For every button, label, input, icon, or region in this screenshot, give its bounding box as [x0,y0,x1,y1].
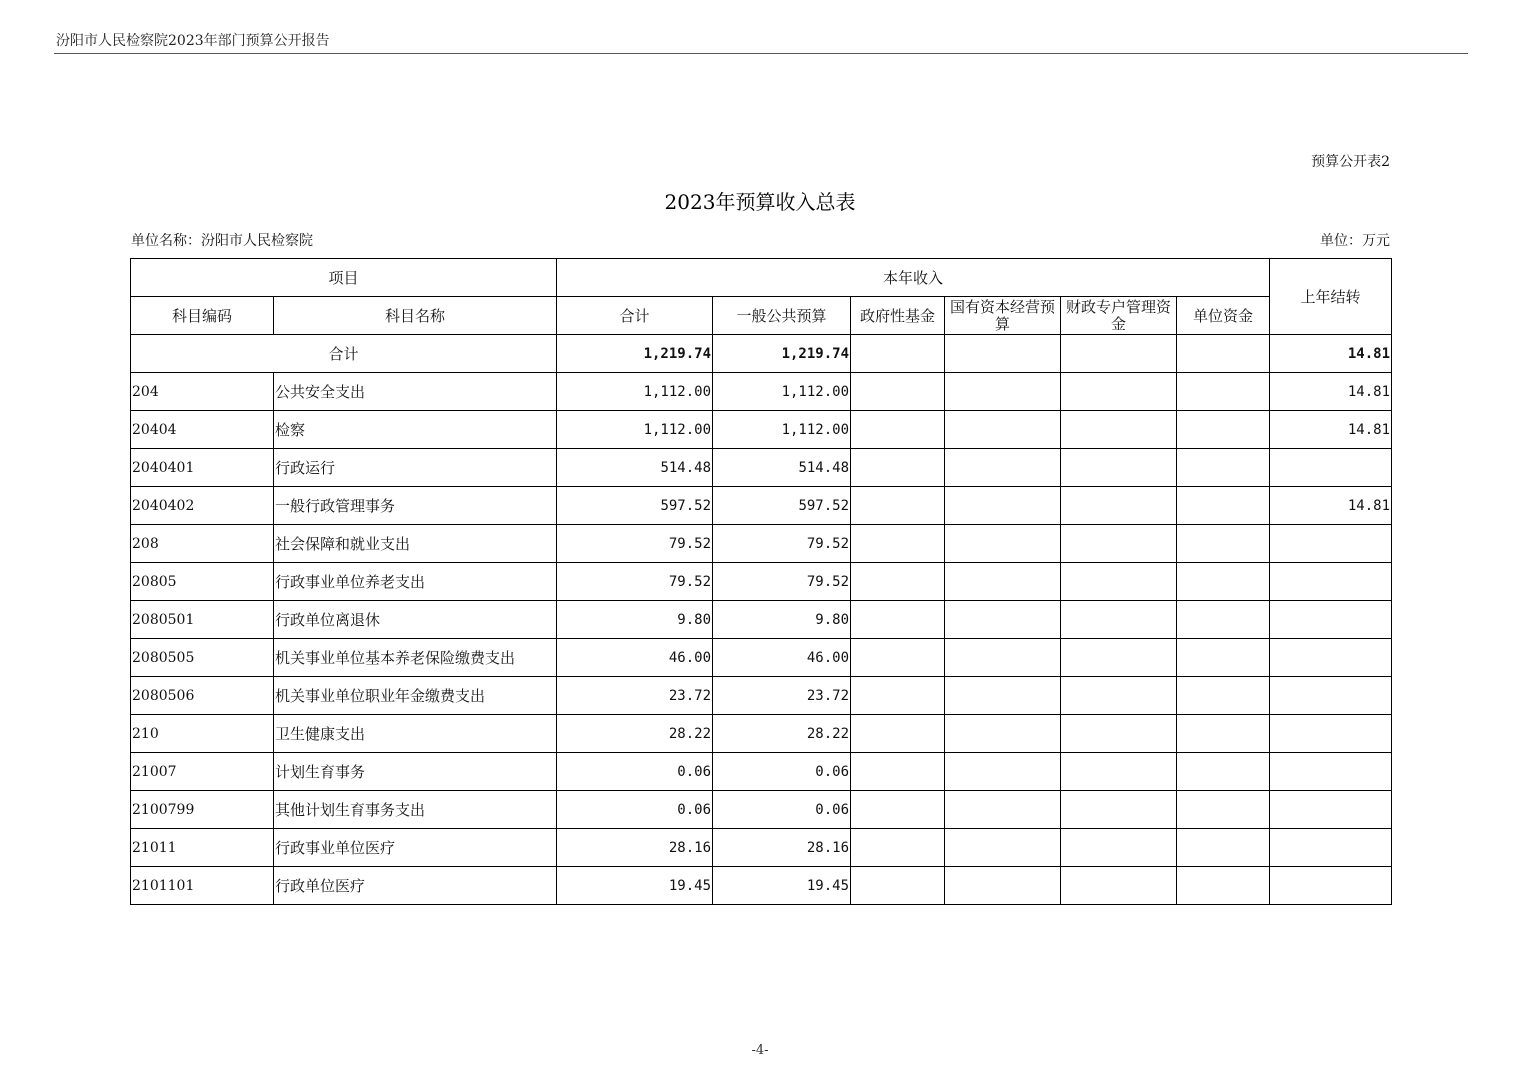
amount-state-capital [945,677,1061,715]
subject-name: 计划生育事务 [274,753,557,791]
amount-carryover [1270,829,1392,867]
total-unit-fund [1177,335,1270,373]
amount-total: 19.45 [557,867,713,905]
amount-carryover: 14.81 [1270,373,1392,411]
total-label: 合计 [131,335,557,373]
amount-unit-fund [1177,563,1270,601]
header-total: 合计 [557,297,713,335]
amount-total: 79.52 [557,563,713,601]
total-state-capital [945,335,1061,373]
amount-gov-fund [851,639,945,677]
amount-special-fund [1061,411,1177,449]
amount-total: 79.52 [557,525,713,563]
table-row [131,639,1392,677]
amount-unit-fund [1177,791,1270,829]
subject-name: 检察 [274,411,557,449]
amount-unit-fund [1177,525,1270,563]
amount-unit-fund [1177,677,1270,715]
table-row [131,829,1392,867]
amount-unit-fund [1177,829,1270,867]
amount-gov-fund [851,791,945,829]
header-code: 科目编码 [131,297,274,335]
amount-total: 46.00 [557,639,713,677]
amount-unit-fund [1177,867,1270,905]
table-row [131,411,1392,449]
amount-general-budget: 46.00 [713,639,851,677]
amount-carryover [1270,639,1392,677]
table-row [131,715,1392,753]
amount-general-budget: 1,112.00 [713,373,851,411]
subject-code: 2100799 [131,791,274,829]
subject-name: 公共安全支出 [274,373,557,411]
amount-total: 9.80 [557,601,713,639]
amount-state-capital [945,601,1061,639]
total-carryover: 14.81 [1270,335,1392,373]
header-row-2 [131,297,1392,335]
amount-unit-fund [1177,753,1270,791]
amount-gov-fund [851,829,945,867]
amount-special-fund [1061,373,1177,411]
subject-code: 210 [131,715,274,753]
amount-total: 23.72 [557,677,713,715]
subject-code: 2080501 [131,601,274,639]
amount-total: 28.16 [557,829,713,867]
amount-unit-fund [1177,373,1270,411]
amount-gov-fund [851,677,945,715]
amount-special-fund [1061,563,1177,601]
amount-unit-fund [1177,411,1270,449]
budget-income-table [130,258,1392,905]
amount-gov-fund [851,487,945,525]
total-amount: 1,219.74 [557,335,713,373]
subject-name: 机关事业单位基本养老保险缴费支出 [274,639,557,677]
header-unit-fund: 单位资金 [1177,297,1270,335]
table-row [131,753,1392,791]
table-row [131,677,1392,715]
subject-code: 21011 [131,829,274,867]
amount-state-capital [945,449,1061,487]
subject-name: 行政单位医疗 [274,867,557,905]
amount-unit-fund [1177,449,1270,487]
amount-special-fund [1061,449,1177,487]
subject-code: 2080506 [131,677,274,715]
amount-state-capital [945,639,1061,677]
amount-special-fund [1061,525,1177,563]
amount-general-budget: 23.72 [713,677,851,715]
amount-general-budget: 79.52 [713,563,851,601]
amount-gov-fund [851,411,945,449]
amount-gov-fund [851,373,945,411]
amount-unit-fund [1177,715,1270,753]
table-row [131,525,1392,563]
amount-carryover [1270,715,1392,753]
amount-general-budget: 0.06 [713,791,851,829]
amount-state-capital [945,411,1061,449]
currency-unit-label: 单位：万元 [1320,233,1390,249]
table-row [131,867,1392,905]
subject-code: 20805 [131,563,274,601]
subject-name: 行政单位离退休 [274,601,557,639]
table-row [131,563,1392,601]
amount-carryover [1270,867,1392,905]
amount-gov-fund [851,601,945,639]
subject-name: 机关事业单位职业年金缴费支出 [274,677,557,715]
subject-name: 行政运行 [274,449,557,487]
subject-code: 208 [131,525,274,563]
page-number: -4- [751,1043,769,1058]
subject-name: 行政事业单位医疗 [274,829,557,867]
amount-general-budget: 597.52 [713,487,851,525]
amount-gov-fund [851,753,945,791]
amount-carryover [1270,753,1392,791]
amount-state-capital [945,715,1061,753]
header-special-fund: 财政专户管理资金 [1061,297,1177,335]
subject-name: 一般行政管理事务 [274,487,557,525]
amount-special-fund [1061,639,1177,677]
table-id-label: 预算公开表2 [1311,154,1390,170]
subject-code: 2080505 [131,639,274,677]
page-title: 2023年预算收入总表 [664,190,856,214]
amount-unit-fund [1177,639,1270,677]
header-divider [54,53,1468,54]
subject-code: 2101101 [131,867,274,905]
total-row [131,335,1392,373]
header-carryover: 上年结转 [1270,259,1392,335]
amount-special-fund [1061,715,1177,753]
amount-general-budget: 9.80 [713,601,851,639]
amount-total: 597.52 [557,487,713,525]
amount-state-capital [945,753,1061,791]
amount-gov-fund [851,715,945,753]
subject-code: 20404 [131,411,274,449]
subject-name: 行政事业单位养老支出 [274,563,557,601]
amount-general-budget: 28.22 [713,715,851,753]
amount-carryover [1270,563,1392,601]
amount-gov-fund [851,525,945,563]
amount-special-fund [1061,791,1177,829]
amount-state-capital [945,867,1061,905]
amount-state-capital [945,525,1061,563]
amount-special-fund [1061,487,1177,525]
subject-code: 2040402 [131,487,274,525]
amount-unit-fund [1177,601,1270,639]
amount-total: 0.06 [557,753,713,791]
amount-gov-fund [851,563,945,601]
amount-state-capital [945,487,1061,525]
table-row [131,791,1392,829]
amount-gov-fund [851,449,945,487]
amount-total: 514.48 [557,449,713,487]
table-row [131,601,1392,639]
header-state-capital: 国有资本经营预算 [945,297,1061,335]
subject-code: 2040401 [131,449,274,487]
table-row [131,449,1392,487]
unit-name-label: 单位名称：汾阳市人民检察院 [131,233,313,249]
amount-unit-fund [1177,487,1270,525]
amount-general-budget: 79.52 [713,525,851,563]
amount-state-capital [945,563,1061,601]
total-general-budget: 1,219.74 [713,335,851,373]
total-gov-fund [851,335,945,373]
amount-carryover [1270,525,1392,563]
amount-state-capital [945,829,1061,867]
amount-total: 0.06 [557,791,713,829]
amount-carryover [1270,677,1392,715]
amount-general-budget: 0.06 [713,753,851,791]
amount-state-capital [945,791,1061,829]
subject-code: 21007 [131,753,274,791]
amount-general-budget: 19.45 [713,867,851,905]
header-current-income: 本年收入 [557,259,1270,297]
report-header-title: 汾阳市人民检察院2023年部门预算公开报告 [56,33,330,49]
amount-special-fund [1061,677,1177,715]
amount-carryover [1270,601,1392,639]
amount-general-budget: 1,112.00 [713,411,851,449]
amount-carryover: 14.81 [1270,411,1392,449]
header-gov-fund: 政府性基金 [851,297,945,335]
subject-name: 其他计划生育事务支出 [274,791,557,829]
header-project: 项目 [131,259,557,297]
subject-name: 卫生健康支出 [274,715,557,753]
total-special-fund [1061,335,1177,373]
amount-general-budget: 28.16 [713,829,851,867]
table-row [131,487,1392,525]
amount-general-budget: 514.48 [713,449,851,487]
table-row [131,373,1392,411]
amount-state-capital [945,373,1061,411]
amount-total: 1,112.00 [557,373,713,411]
amount-carryover: 14.81 [1270,487,1392,525]
subject-code: 204 [131,373,274,411]
header-row-1 [131,259,1392,297]
subject-name: 社会保障和就业支出 [274,525,557,563]
amount-special-fund [1061,829,1177,867]
amount-carryover [1270,449,1392,487]
header-name: 科目名称 [274,297,557,335]
amount-special-fund [1061,867,1177,905]
header-general-budget: 一般公共预算 [713,297,851,335]
amount-special-fund [1061,601,1177,639]
amount-gov-fund [851,867,945,905]
amount-carryover [1270,791,1392,829]
amount-total: 28.22 [557,715,713,753]
amount-special-fund [1061,753,1177,791]
amount-total: 1,112.00 [557,411,713,449]
